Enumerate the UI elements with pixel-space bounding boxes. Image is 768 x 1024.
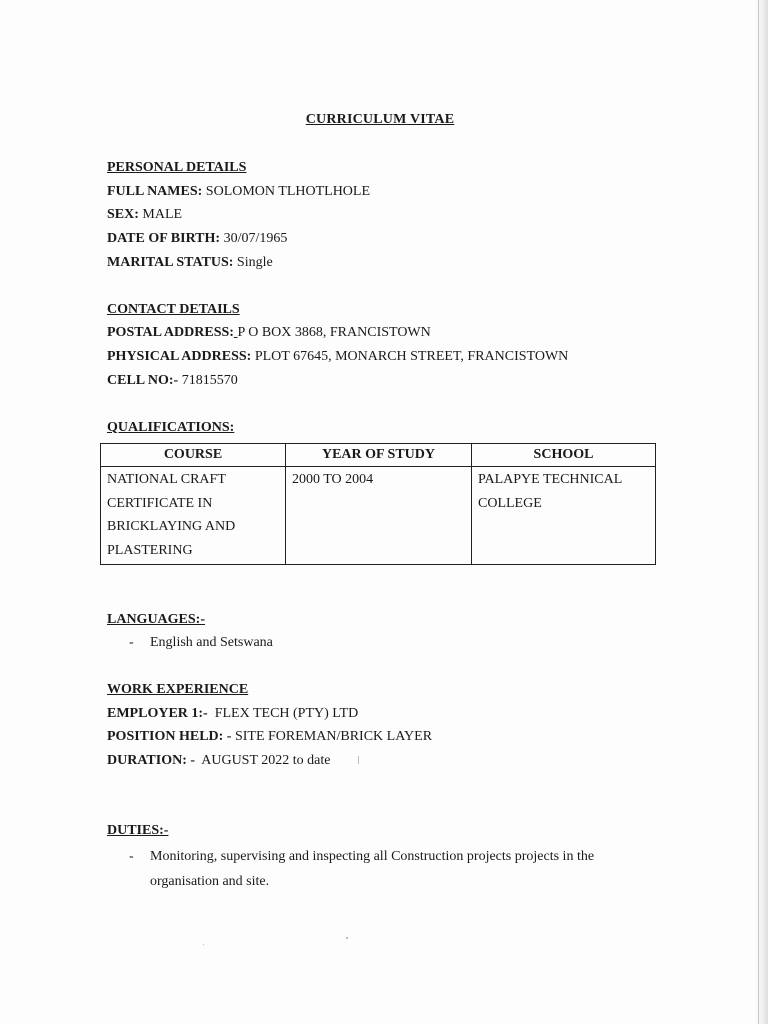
dob-line	[107, 231, 287, 247]
cell-no-label: CELL NO:-	[107, 373, 179, 388]
full-names-label: FULL NAMES:	[107, 184, 203, 199]
duration-label: DURATION: -	[107, 753, 196, 768]
work-experience-heading: WORK EXPERIENCE	[107, 682, 249, 697]
sex-value: MALE	[138, 207, 183, 222]
cell-no-value: 71815570	[178, 373, 238, 388]
employer-value: FLEX TECH (PTY) LTD	[207, 706, 359, 721]
course-line: CERTIFICATE IN	[107, 495, 213, 511]
physical-address-value: PLOT 67645, MONARCH STREET, FRANCISTOWN	[251, 349, 569, 364]
table-header-row	[101, 444, 656, 467]
employer-line	[107, 706, 358, 722]
position-held-label: POSITION HELD: -	[107, 729, 232, 744]
duration-line	[107, 753, 330, 769]
scan-speck	[346, 937, 348, 939]
position-held-line	[107, 729, 432, 745]
duties-item: Monitoring, supervising and inspecting all Construction projects projects in the organisation and site.	[150, 849, 595, 889]
school-cell	[472, 467, 656, 565]
qualifications-table	[100, 443, 656, 565]
postal-address-label: POSTAL ADDRESS	[107, 325, 230, 340]
document-title: CURRICULUM VITAE	[305, 112, 455, 127]
languages-item: English and Setswana	[150, 635, 273, 650]
scan-edge-line	[758, 0, 759, 1024]
school-line: COLLEGE	[478, 495, 542, 511]
physical-address-line	[107, 349, 568, 365]
contact-details-heading: CONTACT DETAILS	[107, 302, 240, 317]
duties-bullet: -	[129, 849, 134, 864]
marital-status-label: MARITAL STATUS:	[107, 255, 234, 270]
course-line: BRICKLAYING AND	[107, 519, 236, 534]
marital-status-line	[107, 255, 273, 271]
course-line: PLASTERING	[107, 542, 193, 558]
marital-status-value: Single	[233, 255, 273, 270]
column-header-school: SCHOOL	[472, 444, 656, 467]
scan-speck	[203, 944, 204, 945]
dob-value: 30/07/1965	[220, 231, 288, 246]
dob-label: DATE OF BIRTH:	[107, 231, 221, 246]
school-line: PALAPYE TECHNICAL	[478, 472, 623, 487]
sex-line	[107, 207, 182, 223]
duties-heading: DUTIES:-	[107, 823, 169, 838]
position-held-value: SITE FOREMAN/BRICK LAYER	[231, 729, 433, 744]
duration-value: AUGUST 2022 to date	[195, 753, 331, 768]
sex-label: SEX:	[107, 207, 139, 222]
languages-heading: LANGUAGES:-	[107, 612, 206, 627]
qualifications-heading: QUALIFICATIONS:	[107, 420, 235, 435]
column-header-course: COURSE	[101, 444, 286, 467]
physical-address-label: PHYSICAL ADDRESS:	[107, 349, 252, 364]
postal-address-value: P O BOX 3868, FRANCISTOWN	[237, 325, 431, 340]
full-names-value: SOLOMON TLHOTLHOLE	[202, 184, 371, 199]
employer-label: EMPLOYER 1:-	[107, 706, 208, 721]
personal-details-heading: PERSONAL DETAILS	[107, 160, 247, 175]
column-header-year-of-study: YEAR OF STUDY	[286, 444, 472, 467]
scan-edge-shadow	[754, 0, 768, 1024]
full-names-line	[107, 184, 370, 200]
year-of-study-value: 2000 TO 2004	[292, 472, 374, 487]
scan-speck	[358, 756, 359, 764]
course-line: NATIONAL CRAFT	[107, 472, 226, 487]
cell-no-line	[107, 373, 238, 389]
course-cell	[101, 467, 286, 565]
table-row	[101, 467, 656, 565]
languages-bullet: -	[129, 635, 134, 650]
postal-address-colon: :	[229, 325, 234, 340]
year-of-study-cell	[286, 467, 472, 565]
postal-address-line	[107, 325, 431, 341]
